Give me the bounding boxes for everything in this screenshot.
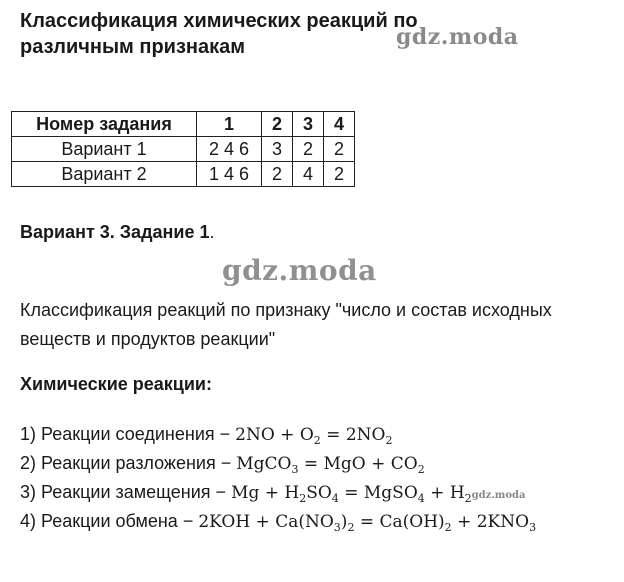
eq-sub: 2: [444, 521, 452, 534]
eq-part: ): [340, 512, 348, 532]
reaction-line: [20, 478, 536, 507]
variants-table: [11, 111, 355, 187]
table-cell: Вариант 1: [12, 137, 197, 162]
eq-sub: 2: [417, 463, 425, 476]
reaction-equation: [198, 512, 536, 532]
table-header-cell: 4: [324, 112, 355, 137]
reaction-dash: −: [210, 482, 232, 502]
task-heading-bold: Вариант 3. Задание 1: [20, 222, 210, 242]
table-header-cell: 2: [262, 112, 293, 137]
task-heading: [20, 222, 214, 243]
table-row: [12, 162, 355, 187]
eq-part: = 2NO: [320, 425, 386, 445]
table-header-cell: 3: [293, 112, 324, 137]
eq-sub: 2: [385, 434, 393, 447]
eq-sub: 2: [313, 434, 321, 447]
table-header-cell: Номер задания: [12, 112, 197, 137]
eq-part: = MgSO: [338, 483, 418, 503]
reactions-subheading: Химические реакции:: [20, 374, 212, 394]
watermark-logo: gdz.moda: [222, 254, 377, 287]
reaction-line: [20, 449, 536, 478]
eq-part: = MgO + CO: [298, 454, 418, 474]
watermark-logo: gdz.moda: [396, 24, 519, 50]
table-header-row: [12, 112, 355, 137]
classification-paragraph: Классификация реакций по признаку "число и состав исходных веществ и продуктов реакции": [20, 300, 552, 349]
eq-sub: 2: [299, 492, 307, 505]
table-cell: 1 4 6: [197, 162, 262, 187]
table-cell: 2: [262, 162, 293, 187]
table-cell: 4: [293, 162, 324, 187]
eq-sub: 3: [333, 521, 341, 534]
table-cell: 2: [324, 162, 355, 187]
table-cell: Вариант 2: [12, 162, 197, 187]
eq-sub: 3: [529, 521, 537, 534]
watermark-logo: gdz.moda: [471, 490, 526, 501]
eq-part: MgCO: [236, 454, 292, 474]
table-cell: 3: [262, 137, 293, 162]
eq-sub: 4: [417, 492, 425, 505]
table-header-cell: 1: [197, 112, 262, 137]
eq-sub: 4: [331, 492, 339, 505]
reaction-label: 4) Реакции обмена: [20, 511, 178, 531]
eq-part: + 2KNO: [451, 512, 530, 532]
eq-part: Mg + H: [231, 483, 300, 503]
reaction-equation: [235, 425, 392, 445]
table-row: [12, 137, 355, 162]
reaction-equation: [236, 454, 425, 474]
eq-sub: 2: [464, 492, 472, 505]
eq-part: + H: [424, 483, 465, 503]
reaction-line: [20, 507, 536, 536]
eq-part: SO: [306, 483, 332, 503]
page-title: Классификация химических реакций по различным признакам: [20, 10, 418, 58]
eq-sub: 3: [291, 463, 299, 476]
reaction-line: [20, 420, 536, 449]
reaction-label: 2) Реакции разложения: [20, 453, 216, 473]
eq-sub: 2: [347, 521, 355, 534]
reaction-dash: −: [214, 424, 236, 444]
table-cell: 2 4 6: [197, 137, 262, 162]
reactions-list: [20, 420, 536, 536]
eq-part: 2KOH + Ca(NO: [198, 512, 334, 532]
table-cell: 2: [324, 137, 355, 162]
reaction-dash: −: [215, 453, 237, 473]
eq-part: 2NO + O: [235, 425, 314, 445]
reaction-dash: −: [177, 511, 199, 531]
reaction-label: 1) Реакции соединения: [20, 424, 215, 444]
table-cell: 2: [293, 137, 324, 162]
task-heading-tail: .: [209, 222, 215, 242]
reaction-equation: [231, 483, 472, 503]
reaction-label: 3) Реакции замещения: [20, 482, 211, 502]
eq-part: = Ca(OH): [354, 512, 445, 532]
